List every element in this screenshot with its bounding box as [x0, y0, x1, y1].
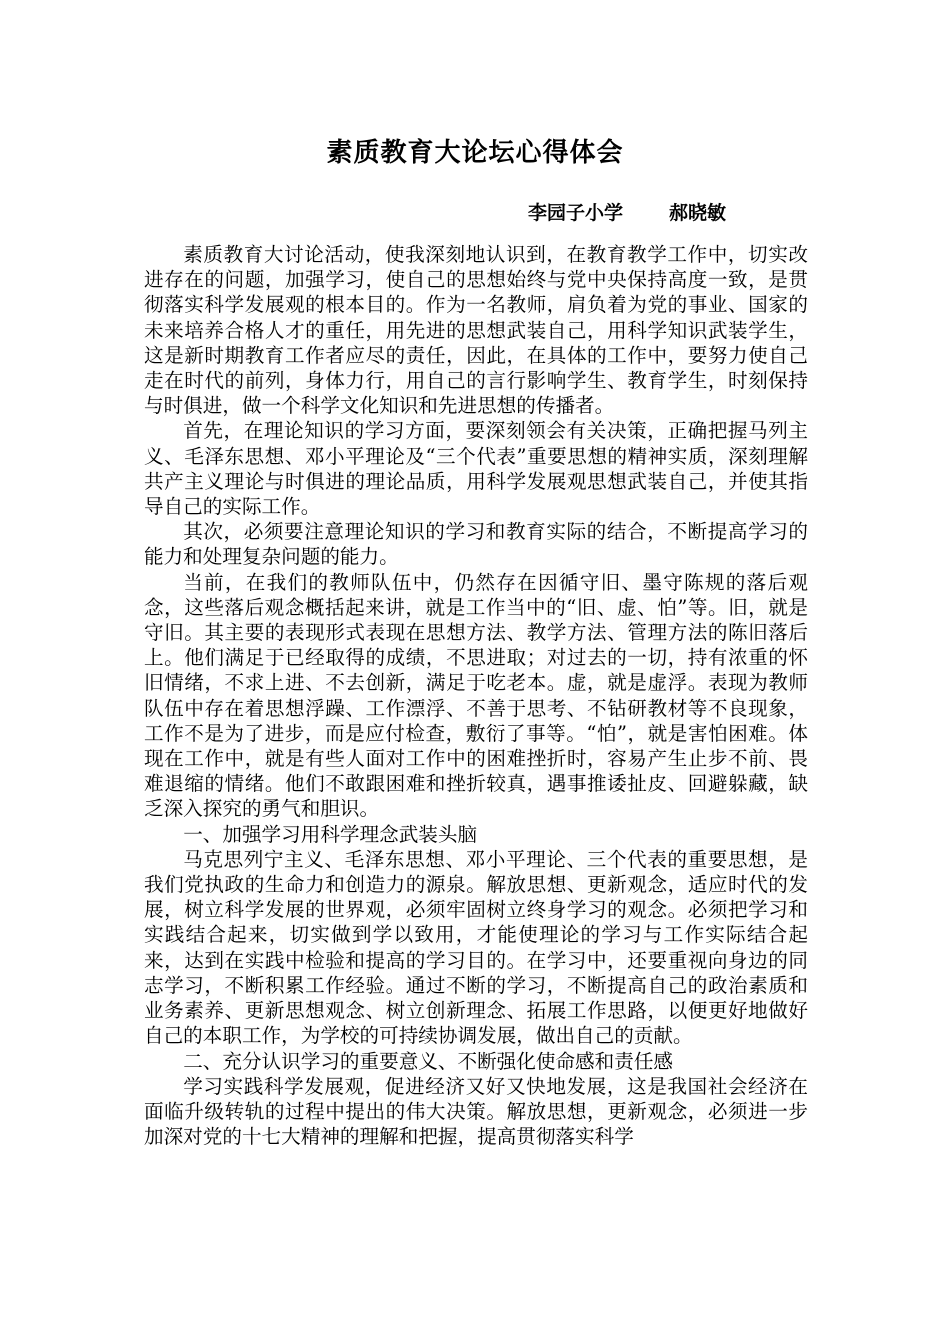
section-heading-2: 二、充分认识学习的重要意义、不断强化使命感和责任感 — [183, 1049, 674, 1073]
paragraph-intro: 素质教育大讨论活动，使我深刻地认识到，在教育教学工作中，切实改进存在的问题，加强学习，使自己的思想始终与党中央保持高度一致，是贯彻落实科学发展观的根本目的。作为一名教师，肩负着为党的事业、国家的未来培养合格人才的重任，用先进的思想武装自己，用科学知识武装学生，这是新时期教育工作者应尽的责任，因此，在具体的工作中，要努力使自己走在时代的前列，身体力行，用自己的言行影响学生、教育学生，时刻保持与时俱进，做一个科学文化知识和先进思想的传播者。 — [144, 243, 808, 418]
paragraph-section-2: 学习实践科学发展观，促进经济又好又快地发展，这是我国社会经济在面临升级转轨的过程中提出的伟大决策。解放思想，更新观念，必须进一步加深对党的十七大精神的理解和把握，提高贯彻落实科学 — [144, 1074, 808, 1149]
paragraph-section-1: 马克思列宁主义、毛泽东思想、邓小平理论、三个代表的重要思想，是我们党执政的生命力和创造力的源泉。解放思想、更新观念，适应时代的发展，树立科学发展的世界观，必须牢固树立终身学习的观念。必须把学习和实践结合起来，切实做到学以致用，才能使理论的学习与工作实际结合起来，达到在实践中检验和提高的学习目的。在学习中，还要重视向身边的同志学习，不断积累工作经验。通过不断的学习，不断提高自己的政治素质和业务素养、更新思想观念、树立创新理念、拓展工作思路，以便更好地做好自己的本职工作，为学校的可持续协调发展，做出自己的贡献。 — [144, 847, 808, 1048]
paragraph-first: 首先，在理论知识的学习方面，要深刻领会有关决策，正确把握马列主义、毛泽东思想、邓小平理论及“三个代表”重要思想的精神实质，深刻理解共产主义理论与时俱进的理论品质，用科学发展观思想武装自己，并使其指导自己的实际工作。 — [144, 419, 808, 519]
section-heading-1: 一、加强学习用科学理念武装头脑 — [183, 822, 478, 846]
author-school: 李园子小学 — [528, 202, 624, 224]
paragraph-second: 其次，必须要注意理论知识的学习和教育实际的结合，不断提高学习的能力和处理复杂问题的能力。 — [144, 520, 808, 569]
document-body — [144, 242, 808, 1149]
author-line — [528, 198, 726, 225]
author-name: 郝晓敏 — [669, 202, 727, 224]
paragraph-current: 当前，在我们的教师队伍中，仍然存在因循守旧、墨守陈规的落后观念，这些落后观念概括起来讲，就是工作当中的“旧、虚、怕”等。旧，就是守旧。其主要的表现形式表现在思想方法、教学方法、管理方法的陈旧落后上。他们满足于已经取得的成绩，不思进取；对过去的一切，持有浓重的怀旧情绪，不求上进、不去创新，满足于吃老本。虚，就是虚浮。表现为教师队伍中存在着思想浮躁、工作漂浮、不善于思考、不钻研教材等不良现象，工作不是为了进步，而是应付检查，敷衍了事等。“怕”，就是害怕困难。体现在工作中，就是有些人面对工作中的困难挫折时，容易产生止步不前、畏难退缩的情绪。他们不敢跟困难和挫折较真，遇事推诿扯皮、回避躲藏，缺乏深入探究的勇气和胆识。 — [144, 570, 808, 821]
document-title: 素质教育大论坛心得体会 — [326, 138, 624, 168]
